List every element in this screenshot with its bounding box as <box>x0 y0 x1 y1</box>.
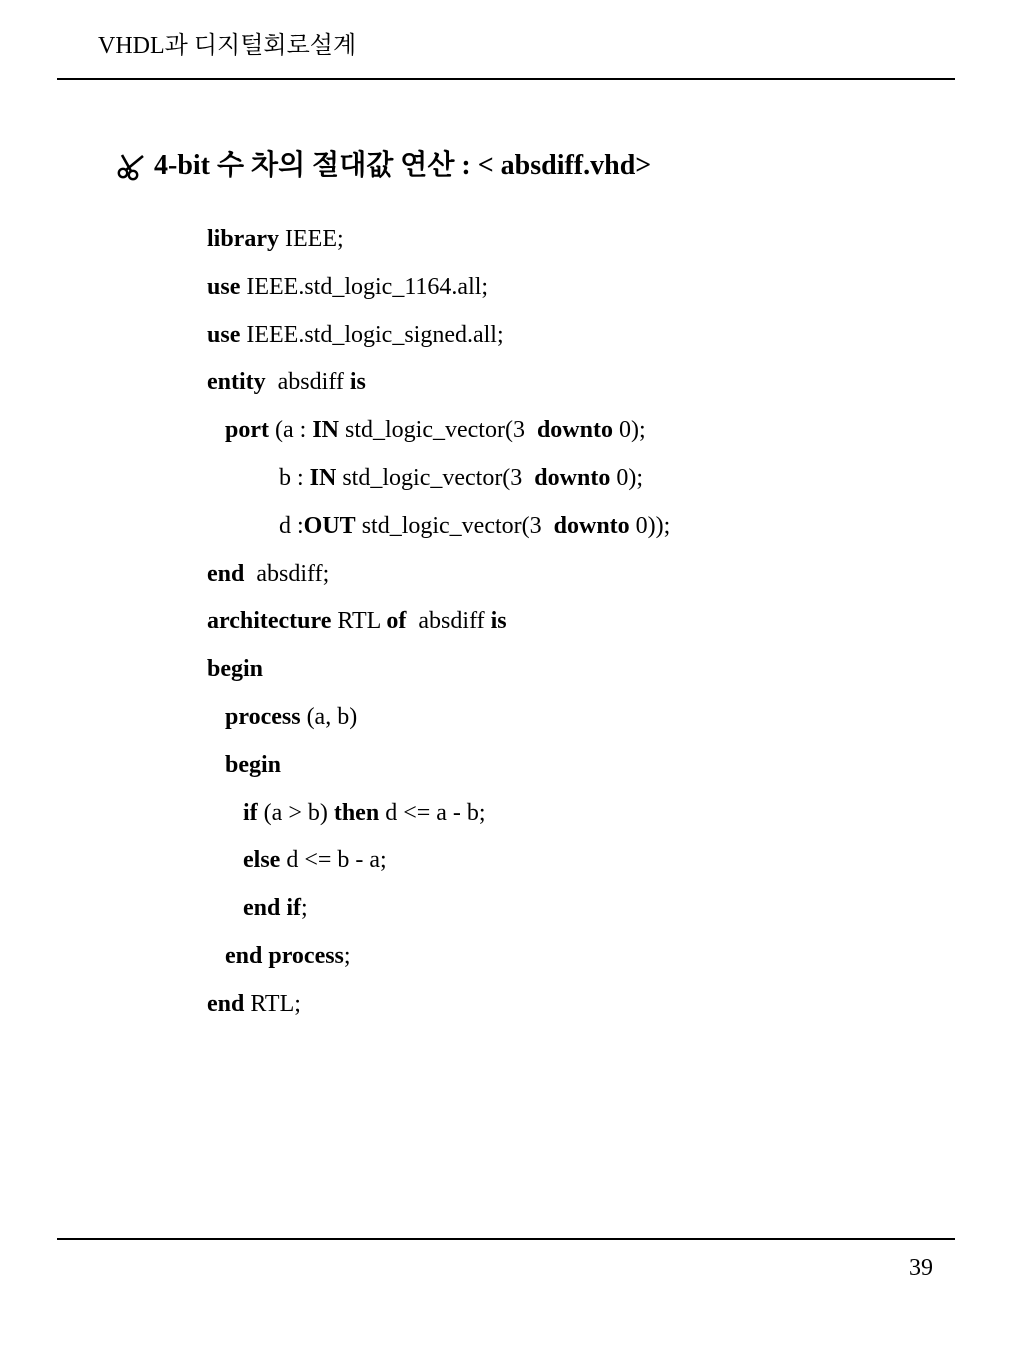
code-text: RTL; <box>244 990 301 1017</box>
code-line <box>207 748 670 796</box>
code-text <box>207 800 243 826</box>
code-text: (a : <box>269 417 313 444</box>
code-text: d <= b - a; <box>280 847 387 874</box>
code-text: std_logic_vector(3 <box>338 417 537 444</box>
page-number: 39 <box>909 1255 933 1281</box>
code-line <box>207 509 670 557</box>
code-keyword: end <box>207 990 245 1017</box>
code-keyword: downto <box>536 417 613 444</box>
code-line <box>207 365 670 413</box>
code-line <box>207 796 670 844</box>
code-keyword: entity <box>207 369 266 396</box>
code-text: IEEE; <box>279 226 344 252</box>
code-keyword: use <box>207 273 241 300</box>
code-text: absdiff <box>406 608 491 635</box>
footer-divider <box>57 1238 955 1240</box>
code-line <box>207 939 670 987</box>
code-keyword: IN <box>309 464 337 491</box>
code-line <box>207 413 670 461</box>
code-keyword: is <box>490 608 507 635</box>
code-listing <box>207 222 670 1035</box>
code-text <box>207 417 225 443</box>
code-text: std_logic_vector(3 <box>355 512 554 539</box>
code-text: d : <box>207 512 304 539</box>
code-keyword: end process <box>225 942 344 969</box>
code-keyword: port <box>225 417 269 444</box>
code-keyword: use <box>207 321 241 348</box>
code-text: ; <box>343 942 351 969</box>
code-line <box>207 604 670 652</box>
code-text: absdiff <box>265 369 350 396</box>
code-keyword: of <box>386 608 407 635</box>
scissors-icon <box>116 151 146 181</box>
heading-text: 4-bit 수 차의 절대값 연산 : < absdiff.vhd> <box>154 150 652 181</box>
code-line <box>207 652 670 700</box>
code-line <box>207 843 670 891</box>
code-line <box>207 270 670 318</box>
code-line <box>207 461 670 509</box>
header-divider <box>57 78 955 80</box>
code-keyword: end <box>207 560 245 587</box>
code-text: RTL <box>331 608 387 635</box>
code-text: 0)); <box>629 512 671 539</box>
code-line <box>207 557 670 605</box>
code-text: d <= a - b; <box>379 799 486 826</box>
code-keyword: architecture <box>207 608 332 635</box>
code-keyword: IN <box>312 417 339 444</box>
code-keyword: if <box>243 799 258 826</box>
code-text: b : <box>207 464 310 491</box>
code-text: 0); <box>610 464 643 491</box>
code-text: IEEE.std_logic_signed.all; <box>240 321 504 348</box>
code-text <box>207 847 243 873</box>
code-keyword: else <box>243 847 281 874</box>
code-text: IEEE.std_logic_1164.all; <box>240 273 489 300</box>
code-text <box>207 704 225 730</box>
code-text <box>207 895 243 921</box>
code-line <box>207 891 670 939</box>
code-text: (a, b) <box>300 703 358 730</box>
code-text: 0); <box>612 417 646 444</box>
code-line <box>207 222 670 270</box>
code-keyword: downto <box>534 464 611 491</box>
code-keyword: begin <box>207 656 264 683</box>
section-heading <box>116 148 651 184</box>
code-keyword: process <box>225 703 301 730</box>
code-keyword: end if <box>243 895 302 922</box>
code-text: ; <box>301 895 308 922</box>
code-text <box>207 943 225 969</box>
code-keyword: is <box>349 369 366 396</box>
code-keyword: then <box>333 799 380 826</box>
code-text: std_logic_vector(3 <box>336 464 535 491</box>
code-line <box>207 700 670 748</box>
code-text <box>207 752 225 778</box>
code-keyword: begin <box>225 751 282 778</box>
code-line <box>207 318 670 366</box>
code-keyword: OUT <box>303 512 356 539</box>
code-keyword: library <box>207 226 279 252</box>
code-text: (a > b) <box>257 799 334 826</box>
code-text: absdiff; <box>244 560 330 587</box>
code-line <box>207 987 670 1035</box>
page-header-title: VHDL과 디지털회로설계 <box>98 33 357 59</box>
code-keyword: downto <box>553 512 630 539</box>
